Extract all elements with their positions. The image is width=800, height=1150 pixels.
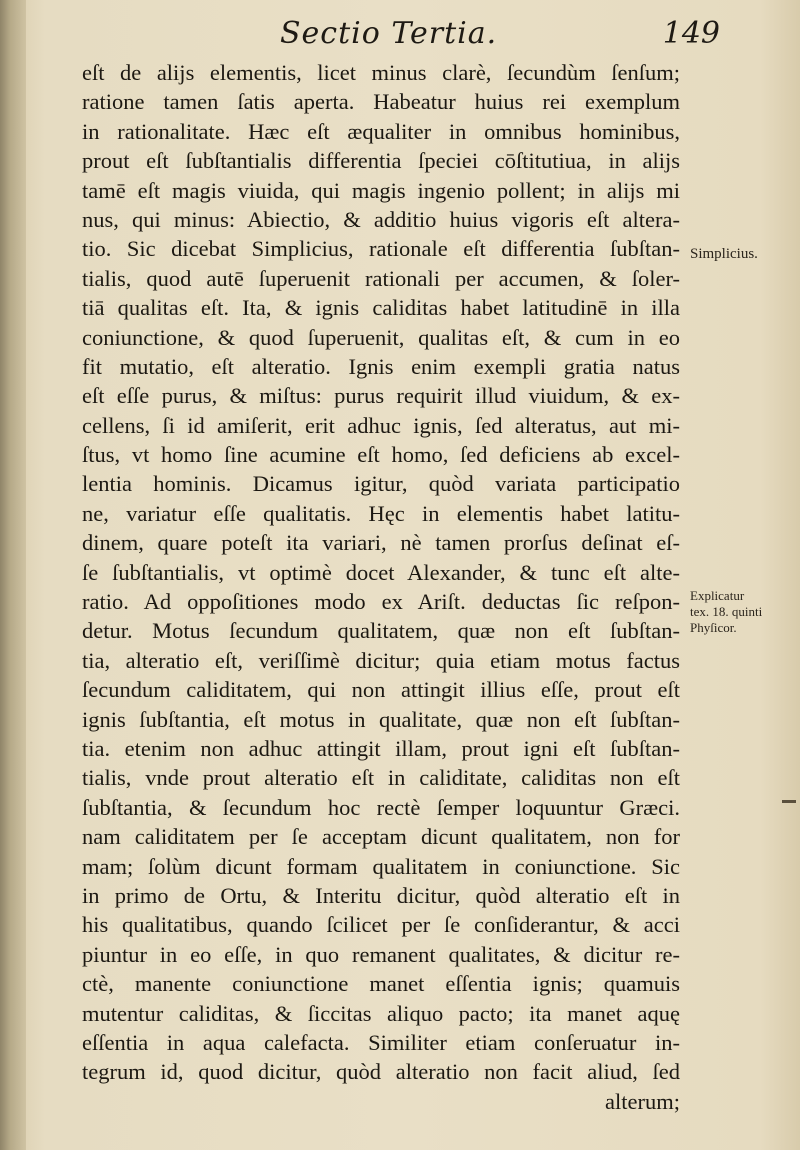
margin-note-simplicius: Simplicius. [690,246,758,262]
text-line: tamē eſt magis viuida, qui magis ingenio pollent; in alijs mi [82,177,680,203]
text-line: detur. Motus ſecundum qualitatem, quæ non eſt ſubſtan- [82,618,680,644]
margin-note-line: Phyſicor. [690,620,737,635]
catchword: alterum; [605,1088,680,1114]
text-line: nam caliditatem per ſe acceptam dicunt qualitatem, non for [82,824,680,850]
running-title: Sectio Tertia. [280,16,498,51]
text-line: tiā qualitas eſt. Ita, & ignis caliditas habet latitudinē in illa [82,295,680,321]
page-number: 149 [662,16,720,51]
text-line: ſecundum caliditatem, qui non attingit illius eſſe, prout eſt [82,677,680,703]
text-line: tia. etenim non adhuc attingit illam, prout igni eſt ſubſtan- [82,735,680,761]
text-line: mutentur caliditas, & ſiccitas aliquo pacto; ita manet aquę [82,1000,680,1026]
text-line: tialis, quod autē ſuperuenit rationali per accumen, & ſoler- [82,265,680,291]
text-line: his qualitatibus, quando ſcilicet per ſe conſiderantur, & acci [82,912,680,938]
text-line: piuntur in eo eſſe, in quo remanent qualitates, & dicitur re- [82,941,680,967]
text-line: ſe ſubſtantialis, vt optimè docet Alexander, & tunc eſt alte- [82,559,680,585]
text-line: ratio. Ad oppoſitiones modo ex Ariſt. deductas ſic reſpon- [82,589,680,615]
text-line: dinem, quare poteſt ita variari, nè tamen prorſus deſinat eſ- [82,530,680,556]
text-line: cellens, ſi id amiſerit, erit adhuc ignis, ſed alteratus, aut mi- [82,412,680,438]
text-line: eſt eſſe purus, & miſtus: purus requirit illud viuidum, & ex- [82,383,680,409]
text-line: ctè, manente coniunctione manet eſſentia ignis; quamuis [82,971,680,997]
book-binding [0,0,26,1150]
text-line: ne, variatur eſſe qualitatis. Hęc in elementis habet latitu- [82,500,680,526]
margin-note-line: Explicatur [690,588,745,603]
text-line: eſt de alijs elementis, licet minus clarè, ſecundùm ſenſum; [82,60,680,85]
text-line: coniunctione, & quod ſuperuenit, qualitas eſt, & cum in eo [82,324,680,350]
text-line: tio. Sic dicebat Simplicius, rationale eſt differentia ſubſtan- [82,236,680,262]
text-line: ratione tamen ſatis aperta. Habeatur huius rei exemplum [82,89,680,115]
text-line: ignis ſubſtantia, eſt motus in qualitate, quæ non eſt ſubſtan- [82,706,680,732]
running-head [280,14,720,54]
text-line: in primo de Ortu, & Interitu dicitur, quòd alteratio eſt in [82,882,680,908]
margin-tick-mark [782,800,796,803]
text-line: tialis, vnde prout alteratio eſt in caliditate, caliditas non eſt [82,765,680,791]
text-line: ſubſtantia, & ſecundum hoc rectè ſemper loquuntur Græci. [82,794,680,820]
text-line: lentia hominis. Dicamus igitur, quòd variata participatio [82,471,680,497]
text-line: mam; ſolùm dicunt formam qualitatem in coniunctione. Sic [82,853,680,879]
text-line: nus, qui minus: Abiectio, & additio huius vigoris eſt altera- [82,206,680,232]
text-line: prout eſt ſubſtantialis differentia ſpeciei cōſtitutiua, in alijs [82,148,680,174]
margin-note-line: tex. 18. quinti [690,604,763,619]
text-line: eſſentia in aqua calefacta. Similiter etiam conſeruatur in- [82,1029,680,1055]
text-line: fit mutatio, eſt alteratio. Ignis enim exempli gratia natus [82,353,680,379]
margin-note-explicatur [690,588,762,636]
text-line: tia, alteratio eſt, veriſſimè dicitur; quia etiam motus factus [82,647,680,673]
text-line: tegrum id, quod dicitur, quòd alteratio non facit aliud, ſed [82,1059,680,1085]
body-text [82,58,680,1116]
text-line: ſtus, vt homo ſine acumine eſt homo, ſed deficiens ab excel- [82,442,680,468]
text-line: in rationalitate. Hæc eſt æqualiter in omnibus hominibus, [82,118,680,144]
